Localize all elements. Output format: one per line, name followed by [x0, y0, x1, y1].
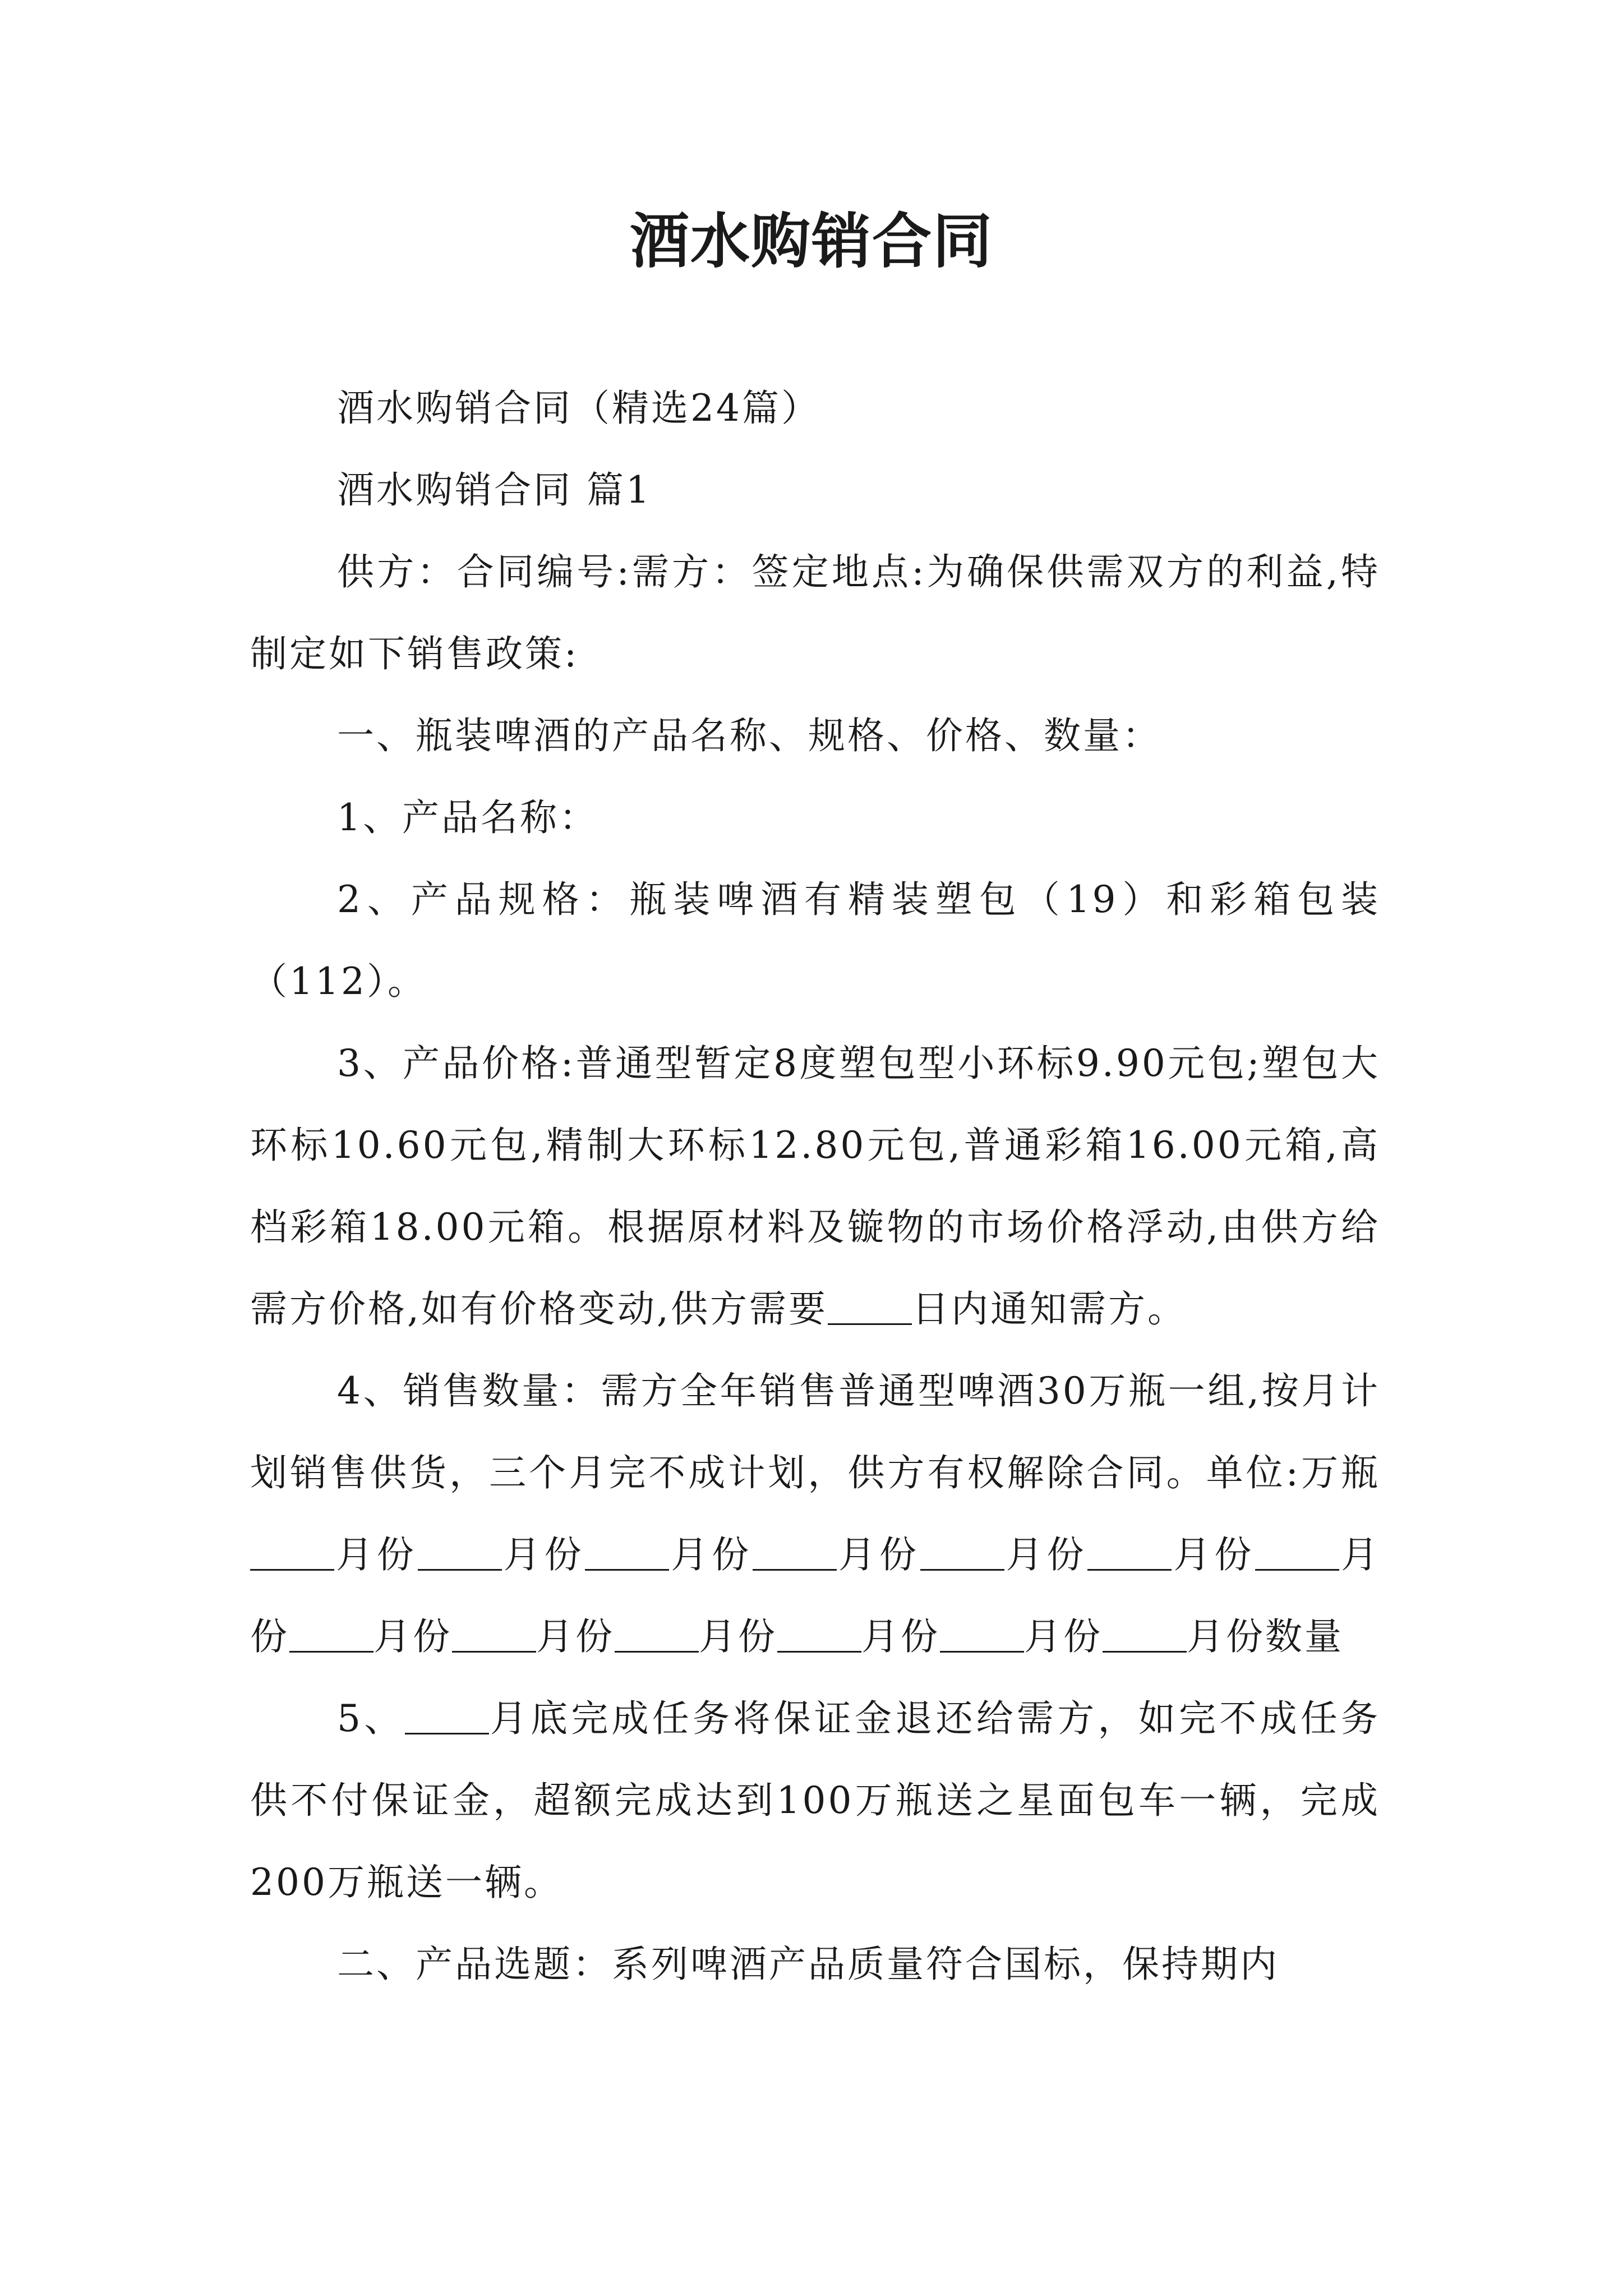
month-label: 月份: [374, 1615, 452, 1658]
fill-blank-month: [585, 1532, 669, 1571]
month-label: 月份: [1024, 1615, 1103, 1658]
month-label: 月份: [861, 1615, 940, 1658]
fill-blank-month: [1255, 1532, 1339, 1571]
month-label: 月份: [1004, 1533, 1088, 1576]
fill-blank-month: [250, 1532, 334, 1571]
clause-4-sales-quantity: [250, 1350, 1380, 1678]
quantity-label: 月份数量: [1187, 1615, 1344, 1658]
document-title: 酒水购销合同: [630, 206, 993, 276]
fill-blank-month: [920, 1532, 1004, 1571]
month-label: 月份: [501, 1533, 585, 1576]
clause-2-product-spec: 2、产品规格：瓶装啤酒有精装塑包（19）和彩箱包装（112）。: [250, 878, 1380, 1003]
month-label: 月份: [536, 1615, 615, 1658]
month-label: 月份: [334, 1533, 418, 1576]
fill-blank-month: [452, 1614, 536, 1653]
fill-blank-month: [1087, 1532, 1172, 1571]
clause-3-product-price: [250, 1023, 1380, 1350]
clause-3-text: 3、产品价格:普通型暂定8度塑包型小环标9.90元包;塑包大环标10.60元包,精制大环标12.80元包,普通彩箱16.00元箱,高档彩箱18.00元箱。根据原材料及镟物的市场价格浮动,由供方给需方价格,如有价格变动,供方需要: [250, 1042, 1380, 1331]
clause-1-product-name: 1、产品名称：: [337, 796, 598, 839]
clause-5-prefix: 5、: [337, 1697, 405, 1740]
document-body: [250, 367, 1380, 2005]
month-label: 月份: [1172, 1533, 1256, 1576]
fill-blank-month: [777, 1614, 861, 1653]
section-heading: 酒水购销合同 篇1: [337, 468, 652, 512]
fill-blank-month: [289, 1614, 374, 1653]
month-label: 月份: [699, 1615, 777, 1658]
clause-5-text: 月底完成任务将保证金退还给需方，如完不成任务供不付保证金，超额完成达到100万瓶送之星面包车一辆，完成200万瓶送一辆。: [250, 1697, 1380, 1904]
month-label: 月份: [669, 1533, 753, 1576]
month-label: 月份: [837, 1533, 920, 1576]
document-subtitle: 酒水购销合同（精选24篇）: [337, 386, 820, 430]
paragraph-intro: 供方：合同编号:需方：签定地点:为确保供需双方的利益,特制定如下销售政策:: [250, 550, 1380, 675]
clause-one-heading: 一、瓶装啤酒的产品名称、规格、价格、数量：: [337, 714, 1161, 757]
fill-blank-month: [753, 1532, 837, 1571]
fill-blank-month: [418, 1532, 502, 1571]
fill-blank-month: [615, 1614, 699, 1653]
fill-blank-month: [1103, 1614, 1187, 1653]
fill-blank-month: [940, 1614, 1024, 1653]
clause-two-heading: 二、产品选题：系列啤酒产品质量符合国标，保持期内: [337, 1943, 1279, 1986]
clause-5-deposit: [250, 1678, 1380, 1924]
month-label: 月份: [250, 1533, 1381, 1658]
clause-4-text: 4、销售数量：需方全年销售普通型啤酒30万瓶一组,按月计划销售供货，三个月完不成计划，供方有权解除合同。单位:万瓶: [250, 1369, 1380, 1494]
fill-blank-days: [828, 1286, 912, 1325]
fill-blank-month-end: [405, 1696, 489, 1734]
clause-3-tail: 日内通知需方。: [911, 1287, 1187, 1331]
